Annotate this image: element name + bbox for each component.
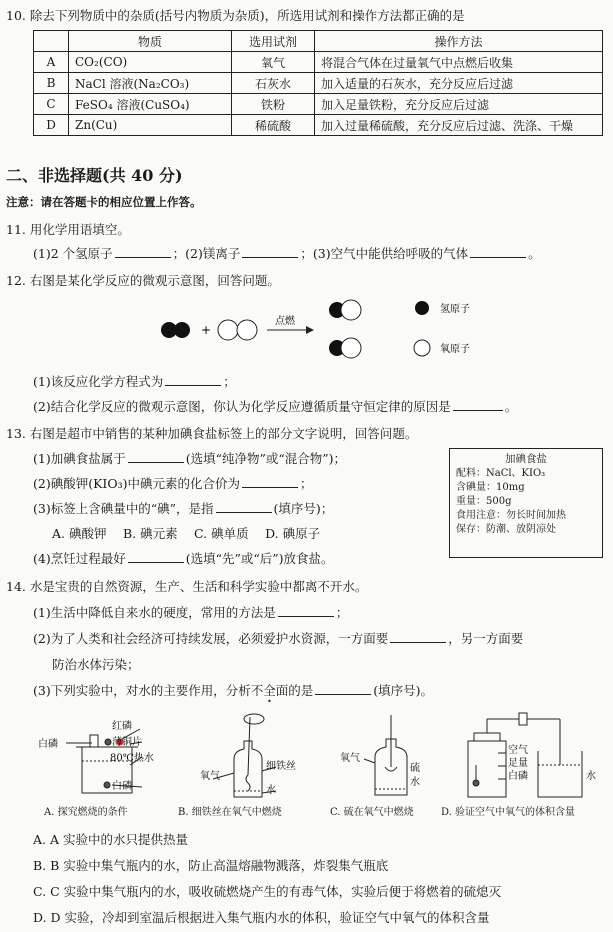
label-water: 水 [266, 785, 276, 796]
table-cell: D [34, 115, 69, 136]
table-header-cell [34, 31, 69, 52]
q13-p2-end: ； [300, 476, 313, 491]
answer-blank[interactable] [242, 475, 298, 488]
q13-part3 [33, 499, 333, 517]
answer-blank[interactable] [390, 630, 446, 643]
q11-end: 。 [528, 246, 541, 261]
choice-d: D. D 实验，冷却到室温后根据进入集气瓶内水的体积，验证空气中氧气的体积含量 [33, 910, 490, 925]
arrow-label: 点燃 [275, 316, 295, 327]
salt-label-line: 食用注意：勿长时间加热 [456, 510, 566, 521]
table-cell: 稀硫酸 [232, 115, 315, 136]
q13-part4 [33, 549, 334, 567]
label-copper-sheet: 薄铜片 [112, 737, 142, 748]
q13-p4-text: (4)烹饪过程最好 [33, 551, 126, 566]
q13-part1 [33, 449, 346, 467]
q12-p1-end: ； [223, 374, 236, 389]
label-oxygen: 氧气 [340, 753, 360, 764]
oxygen-atom [218, 320, 238, 340]
q14-part2-cont: 防治水体污染； [52, 657, 140, 672]
legend-hydrogen-label: 氢原子 [440, 304, 470, 315]
table-cell: 加入适量的石灰水，充分反应后过滤 [315, 73, 603, 94]
table-row [34, 73, 603, 94]
caption-d: D. 验证空气中氧气的体积含量 [441, 807, 576, 818]
label-hot-water: 80℃热水 [110, 753, 154, 764]
q12-p1-text: (1)该反应化学方程式为 [33, 374, 164, 389]
label-air: 空气 [508, 745, 528, 756]
salt-label-box [449, 448, 603, 558]
label-sulfur: 硫 [410, 763, 420, 774]
oxygen-atom [341, 300, 361, 320]
hydrogen-atom [174, 322, 190, 338]
table-cell: Zn(Cu) [69, 115, 232, 136]
answer-blank[interactable] [128, 550, 184, 563]
table-cell: 加入过量稀硫酸，充分反应后过滤、洗涤、干燥 [315, 115, 603, 136]
table-cell: NaCl 溶液(Na₂CO₃) [69, 73, 232, 94]
q13-p3-end: (填序号)； [273, 501, 334, 516]
q13-p4-end: (选填“先”或“后”)放食盐。 [185, 551, 334, 566]
q12-stem: 12. 右图是某化学反应的微观示意图，回答问题。 [6, 273, 280, 288]
table-cell: B [34, 73, 69, 94]
q12-part2 [33, 397, 517, 415]
salt-label-line: 保存：防潮、放阴凉处 [456, 524, 556, 535]
table-cell: 将混合气体在过量氧气中点燃后收集 [315, 52, 603, 73]
oxygen-atom [341, 338, 361, 358]
label-white-phosphorus-2: 白磷 [112, 781, 132, 792]
q14-p2-end: ，另一方面要 [448, 631, 524, 646]
q12-reaction-diagram [150, 293, 500, 365]
emphasis-text: 不全面 [250, 683, 289, 698]
table-header-cell: 操作方法 [315, 31, 603, 52]
salt-label-title: 加碘食盐 [505, 453, 547, 465]
table-cell: 加入足量铁粉，充分反应后过滤 [315, 94, 603, 115]
caption-a: A. 探究燃烧的条件 [44, 807, 128, 818]
label-water: 水 [586, 771, 596, 782]
table-cell: 氧气 [232, 52, 315, 73]
q12-p2-end: 。 [504, 399, 518, 414]
q14-p3-text: (3)下列实验中，对水的主要作用，分析 [33, 683, 251, 698]
section-title: 二、非选择题(共 40 分) [6, 166, 183, 185]
legend-oxygen-label: 氧原子 [440, 344, 470, 355]
label-iron-wire: 细铁丝 [266, 761, 296, 772]
q14-part2 [33, 629, 523, 647]
q14-p3-end: (填序号)。 [373, 683, 434, 698]
legend-hydrogen-icon [415, 301, 429, 315]
table-row [34, 94, 603, 115]
q14-p2-text: (2)为了人类和社会经济可持续发展，必须爱护水资源，一方面要 [33, 631, 389, 646]
q11-line [33, 244, 541, 262]
q13-p1-text: (1)加碘食盐属于 [33, 451, 126, 466]
answer-blank[interactable] [470, 245, 526, 258]
label-oxygen: 氧气 [200, 771, 220, 782]
q14-stem: 14. 水是宝贵的自然资源，生产、生活和科学实验中都离不开水。 [6, 579, 368, 594]
answer-blank[interactable] [453, 398, 503, 411]
answer-blank[interactable] [278, 604, 334, 617]
q12-p2-text: (2)结合化学反应的微观示意图，你认为化学反应遵循质量守恒定律的原因是 [33, 399, 451, 414]
answer-blank[interactable] [115, 245, 171, 258]
choice-c: C. C 实验中集气瓶内的水，吸收硫燃烧产生的有毒气体，实验后便于将燃着的硫熄灭 [33, 884, 502, 899]
salt-label-line: 配料：NaCl、KIO₃ [456, 468, 546, 479]
table-row [34, 115, 603, 136]
table-cell: 铁粉 [232, 94, 315, 115]
q11-stem: 11. 用化学用语填空。 [6, 222, 130, 237]
table-header-row [34, 31, 603, 52]
q14-p1-text: (1)生活中降低自来水的硬度，常用的方法是 [33, 605, 276, 620]
q13-p1-end: (选填“纯净物”或“混合物”)； [185, 451, 347, 466]
table-row [34, 52, 603, 73]
legend-oxygen-icon [414, 340, 430, 356]
choice-b: B. B 实验中集气瓶内的水，防止高温熔融物溅落，炸裂集气瓶底 [33, 858, 389, 873]
label-white-phosphorus: 白磷 [508, 771, 528, 782]
oxygen-atom [237, 320, 257, 340]
q14-part1 [33, 603, 348, 621]
arrow-head [306, 326, 314, 334]
section-note: 注意：请在答题卡的相应位置上作答。 [6, 195, 202, 209]
table-cell: C [34, 94, 69, 115]
table-cell: CO₂(CO) [69, 52, 232, 73]
q14-apparatus-figure [30, 705, 605, 803]
label-red-phosphorus: 红磷 [112, 721, 132, 732]
q12-part1 [33, 372, 236, 390]
q11-part3: ；(3)空气中能供给呼吸的气体 [300, 246, 469, 261]
answer-blank[interactable] [165, 373, 221, 386]
table-header-cell: 选用试剂 [232, 31, 315, 52]
table-header-cell: 物质 [69, 31, 232, 52]
q14-part3 [33, 681, 433, 699]
apparatus-c-bottle [364, 715, 407, 795]
q11-part1: (1)2 个氢原子 [33, 246, 113, 261]
table-cell: FeSO₄ 溶液(CuSO₄) [69, 94, 232, 115]
caption-b: B. 细铁丝在氧气中燃烧 [178, 807, 282, 818]
q14-p3-mid: 的是 [288, 683, 314, 698]
q14-p1-end: ； [335, 605, 349, 620]
label-white-phosphorus: 白磷 [38, 739, 58, 750]
q10-table [33, 30, 603, 136]
choice-a: A. A 实验中的水只提供热量 [33, 832, 188, 847]
salt-label-line: 重量：500g [456, 496, 512, 507]
q13-stem: 13. 右图是超市中销售的某种加碘食盐标签上的部分文字说明，回答问题。 [6, 426, 418, 441]
caption-c: C. 硫在氧气中燃烧 [330, 807, 414, 818]
plus-sign: + [201, 323, 212, 337]
q10-stem: 10. 除去下列物质中的杂质(括号内物质为杂质)，所选用试剂和操作方法都正确的是 [6, 8, 465, 23]
salt-label-line: 含碘量：10mg [456, 482, 525, 493]
table-cell: A [34, 52, 69, 73]
answer-blank[interactable] [216, 500, 272, 513]
label-water: 水 [410, 777, 420, 788]
q13-options: A. 碘酸钾 B. 碘元素 C. 碘单质 D. 碘原子 [52, 526, 321, 541]
answer-blank[interactable] [242, 245, 298, 258]
q13-p2-text: (2)碘酸钾(KIO₃)中碘元素的化合价为 [33, 476, 240, 491]
answer-blank[interactable] [315, 682, 371, 695]
table-cell: 石灰水 [232, 73, 315, 94]
answer-blank[interactable] [128, 450, 184, 463]
q13-part2 [33, 474, 313, 492]
q11-part2: ；(2)镁离子 [172, 246, 241, 261]
q13-p3-text: (3)标签上含碘量中的“碘”，是指 [33, 501, 214, 516]
label-sufficient: 足量 [508, 758, 528, 769]
